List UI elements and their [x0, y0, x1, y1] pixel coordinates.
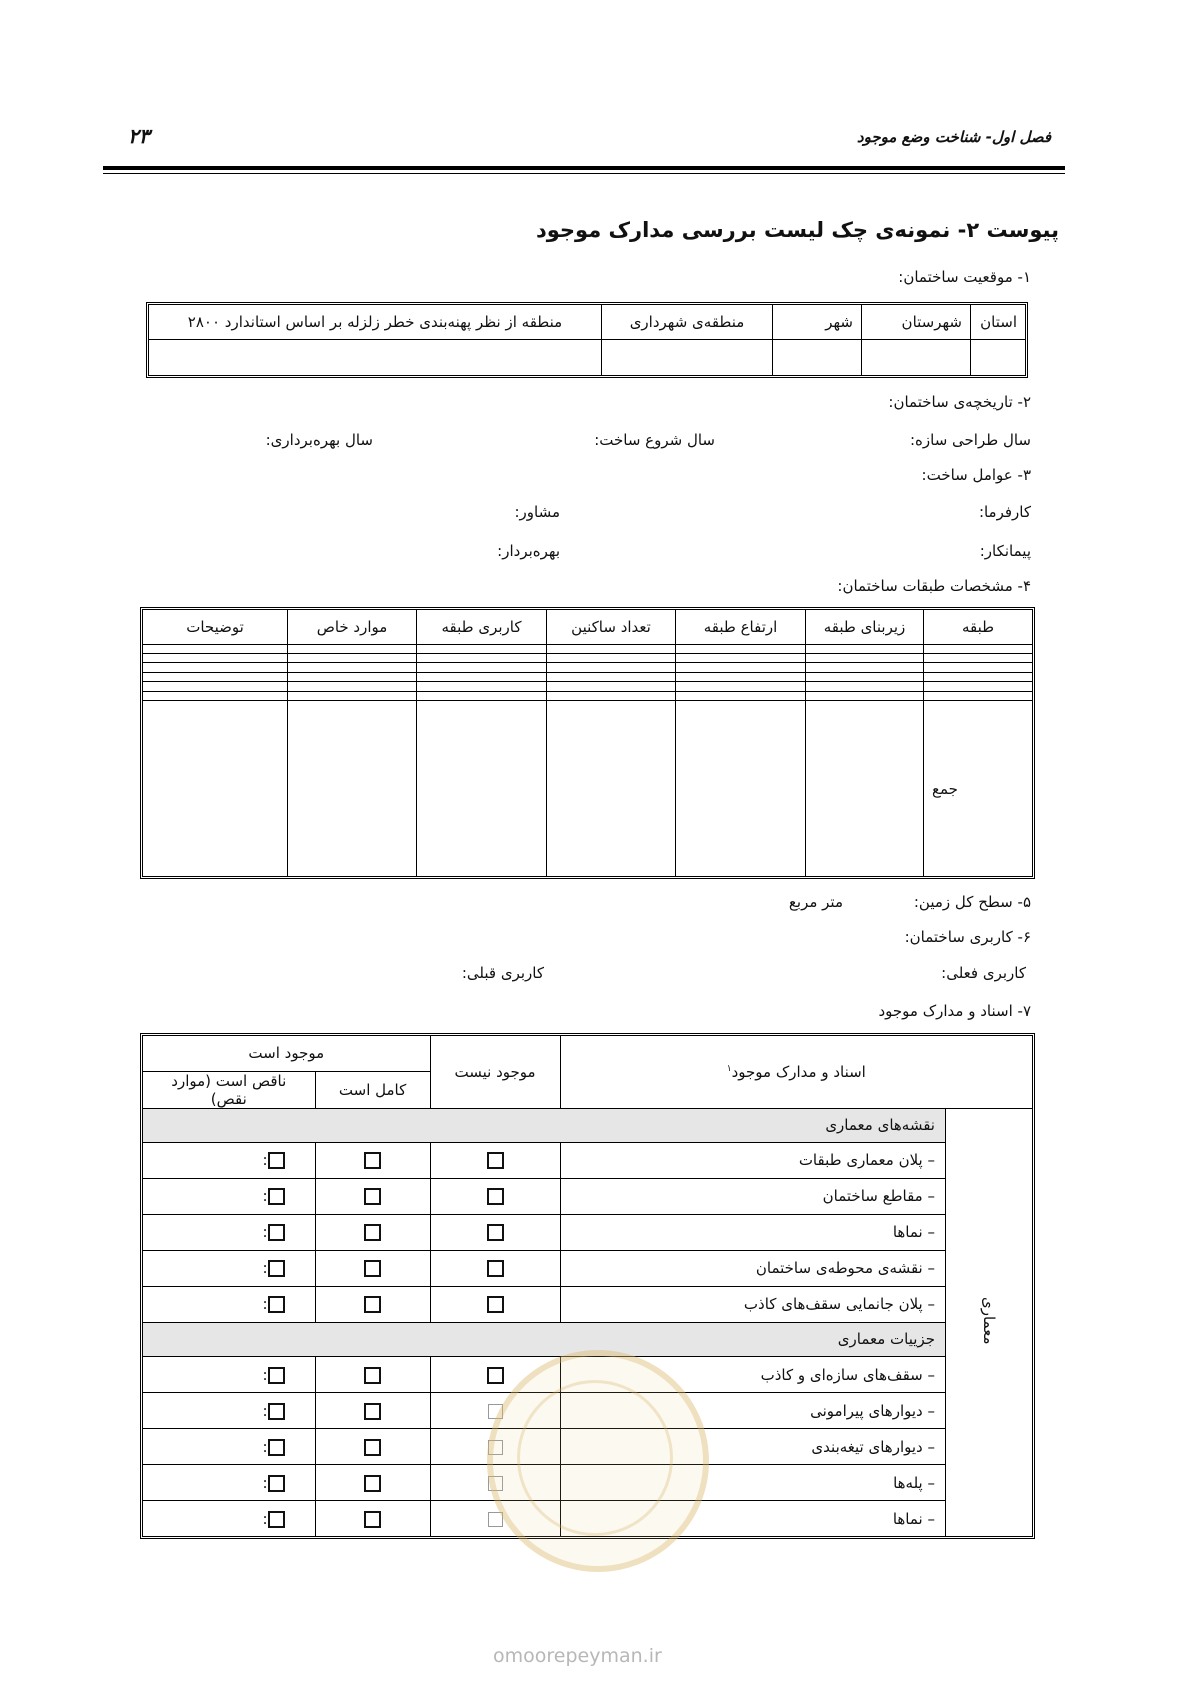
section7-heading: ۷- اسناد و مدارک موجود	[878, 1002, 1031, 1020]
col-available: موجود است	[143, 1036, 430, 1071]
table-row	[143, 1250, 1032, 1286]
doc-item: – سقف‌های سازه‌ای و کاذب	[560, 1356, 945, 1392]
doc-item: – دیوارهای پیرامونی	[560, 1393, 945, 1429]
colon: :	[262, 1187, 268, 1206]
checkbox-incomplete[interactable]	[268, 1403, 285, 1420]
checkbox-incomplete[interactable]	[268, 1188, 285, 1205]
checkbox-complete[interactable]	[364, 1439, 381, 1456]
col-documents: اسناد و مدارک موجود$^۱$	[560, 1036, 1032, 1108]
checkbox-complete[interactable]	[364, 1188, 381, 1205]
location-table	[146, 302, 1028, 378]
checkbox-incomplete[interactable]	[268, 1511, 285, 1528]
col-county: شهرستان	[862, 305, 971, 339]
land-area-label: ۵- سطح کل زمین:	[913, 893, 1031, 911]
checkbox-complete[interactable]	[364, 1260, 381, 1277]
col-province: استان	[971, 305, 1026, 339]
checkbox-not-available[interactable]	[487, 1188, 504, 1205]
checkbox-incomplete[interactable]	[268, 1475, 285, 1492]
table-row	[143, 1178, 1032, 1214]
table-row	[143, 644, 1032, 653]
land-area-unit: متر مربع	[788, 893, 843, 911]
total-row	[143, 701, 1032, 876]
checkbox-not-available[interactable]	[487, 1296, 504, 1313]
checkbox-complete[interactable]	[364, 1367, 381, 1384]
doc-item: – پلان معماری طبقات	[560, 1142, 945, 1178]
checkbox-incomplete[interactable]	[268, 1260, 285, 1277]
table-row	[143, 663, 1032, 672]
design-year-label: سال طراحی سازه:	[909, 431, 1031, 449]
section1-heading: ۱- موقعیت ساختمان:	[898, 268, 1031, 286]
group-architectural-details: جزییات معماری	[143, 1322, 946, 1356]
header-rule-thin	[103, 173, 1065, 174]
consultant-label: مشاور:	[514, 503, 560, 521]
checkbox-incomplete[interactable]	[268, 1367, 285, 1384]
table-row	[143, 672, 1032, 681]
section4-heading: ۴- مشخصات طبقات ساختمان:	[837, 577, 1031, 595]
colon: :	[262, 1473, 268, 1492]
colon: :	[262, 1259, 268, 1278]
checkbox-incomplete[interactable]	[268, 1224, 285, 1241]
table-row	[143, 1214, 1032, 1250]
col-special: موارد خاص	[288, 610, 417, 644]
section6-heading: ۶- کاربری ساختمان:	[904, 928, 1031, 946]
colon: :	[262, 1401, 268, 1420]
checkbox-incomplete[interactable]	[268, 1152, 285, 1169]
chapter-title: فصل اول- شناخت وضع موجود	[856, 128, 1051, 146]
cell-province[interactable]	[971, 339, 1026, 375]
table-row	[143, 653, 1032, 662]
total-label: جمع	[924, 701, 1033, 876]
employer-label: کارفرما:	[978, 503, 1031, 521]
site-watermark: omoorepeyman.ir	[493, 1645, 662, 1667]
watermark-seal-icon	[487, 1350, 709, 1572]
doc-item: – نماها	[560, 1501, 945, 1536]
cell-county[interactable]	[862, 339, 971, 375]
col-city: شهر	[773, 305, 862, 339]
colon: :	[262, 1151, 268, 1170]
col-notes: توضیحات	[143, 610, 288, 644]
doc-item: – پله‌ها	[560, 1465, 945, 1501]
col-municipal-zone: منطقه‌ی شهرداری	[602, 305, 773, 339]
section3-heading: ۳- عوامل ساخت:	[921, 466, 1031, 484]
colon: :	[262, 1437, 268, 1456]
doc-item: – مقاطع ساختمان	[560, 1178, 945, 1214]
doc-item: – پلان جانمایی سقف‌های کاذب	[560, 1286, 945, 1322]
colon: :	[262, 1295, 268, 1314]
col-not-available: موجود نیست	[430, 1036, 560, 1108]
operation-year-label: سال بهره‌برداری:	[265, 431, 373, 449]
checkbox-incomplete[interactable]	[268, 1439, 285, 1456]
checkbox-complete[interactable]	[364, 1152, 381, 1169]
col-floor-height: ارتفاع طبقه	[676, 610, 806, 644]
cell-city[interactable]	[773, 339, 862, 375]
col-incomplete: ناقص است (موارد نقص)	[143, 1071, 315, 1108]
checkbox-not-available[interactable]	[487, 1260, 504, 1277]
floors-table	[140, 607, 1035, 879]
current-use-label: کاربری فعلی:	[941, 964, 1026, 982]
checkbox-complete[interactable]	[364, 1296, 381, 1313]
appendix-title: پیوست ۲- نمونه‌ی چک لیست بررسی مدارک موجود	[535, 218, 1059, 242]
table-row	[143, 1142, 1032, 1178]
watermark-ring	[517, 1380, 673, 1536]
colon: :	[262, 1223, 268, 1242]
table-row	[143, 682, 1032, 691]
col-floor-use: کاربری طبقه	[417, 610, 547, 644]
header-rule	[103, 166, 1065, 170]
category-architecture: معماری	[946, 1108, 1033, 1536]
contractor-label: پیمانکار:	[979, 542, 1031, 560]
group-architectural-plans: نقشه‌های معماری	[143, 1108, 946, 1142]
operator-label: بهره‌بردار:	[497, 542, 560, 560]
col-residents: تعداد ساکنین	[547, 610, 676, 644]
start-year-label: سال شروع ساخت:	[594, 431, 715, 449]
checkbox-not-available[interactable]	[487, 1152, 504, 1169]
checkbox-complete[interactable]	[364, 1403, 381, 1420]
doc-item: – دیوارهای تیغه‌بندی	[560, 1429, 945, 1465]
col-floor-area: زیربنای طبقه	[806, 610, 924, 644]
cell-municipal-zone[interactable]	[602, 339, 773, 375]
cell-seismic-zone[interactable]	[149, 339, 602, 375]
checkbox-not-available[interactable]	[487, 1367, 504, 1384]
doc-item: – نماها	[560, 1214, 945, 1250]
colon: :	[262, 1365, 268, 1384]
table-row	[143, 1286, 1032, 1322]
checkbox-incomplete[interactable]	[268, 1296, 285, 1313]
colon: :	[262, 1509, 268, 1528]
col-seismic-zone: منطقه از نظر پهنه‌بندی خطر زلزله بر اساس استاندارد ۲۸۰۰	[149, 305, 602, 339]
table-row	[143, 691, 1032, 700]
doc-item: – نقشه‌ی محوطه‌ی ساختمان	[560, 1250, 945, 1286]
checkbox-complete[interactable]	[364, 1224, 381, 1241]
previous-use-label: کاربری قبلی:	[461, 964, 544, 982]
checkbox-complete[interactable]	[364, 1511, 381, 1528]
footnote-mark: ۱	[726, 1063, 732, 1074]
checkbox-not-available[interactable]	[487, 1224, 504, 1241]
page-number: ۲۳	[128, 124, 150, 148]
col-complete: کامل است	[315, 1071, 430, 1108]
col-floor: طبقه	[924, 610, 1033, 644]
section2-heading: ۲- تاریخچه‌ی ساختمان:	[888, 393, 1031, 411]
checkbox-complete[interactable]	[364, 1475, 381, 1492]
